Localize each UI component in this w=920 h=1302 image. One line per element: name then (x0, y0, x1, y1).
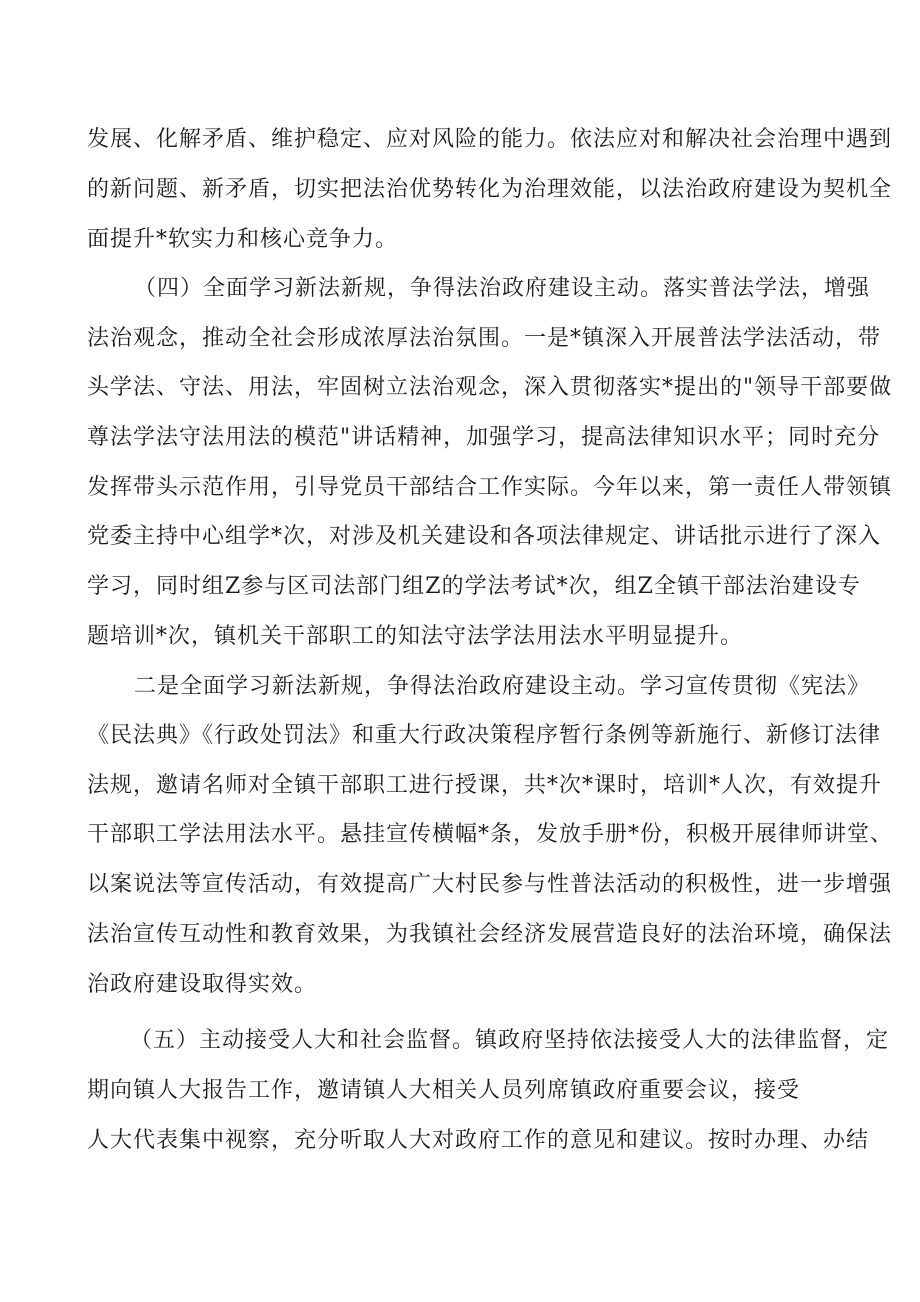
text-line: 治政府建设取得实效。 (87, 972, 318, 997)
text-line: 党委主持中心组学*次，对涉及机关建设和各项法律规定、讲话批示进行了深入 (87, 524, 882, 549)
text-line: 法治观念，推动全社会形成浓厚法治氛围。一是*镇深入开展普法学法活动，带 (87, 326, 882, 351)
text-line: 人大代表集中视察，充分听取人大对政府工作的意见和建议。按时办理、办结 (87, 1128, 870, 1153)
text-line: 干部职工学法用法水平。悬挂宣传横幅*条，发放手册*份，积极开展律师讲堂、 (87, 822, 894, 847)
text-line: 以案说法等宣传活动，有效提高广大村民参与性普法活动的积极性，进一步增强 (87, 872, 893, 897)
text-line: 题培训*次，镇机关干部职工的知法守法学法用法水平明显提升。 (87, 624, 744, 649)
text-line: 尊法学法守法用法的模范"讲话精神，加强学习，提高法律知识水平；同时充分 (87, 425, 881, 450)
text-line: 法规，邀请名师对全镇干部职工进行授课，共*次*课时，培训*人次，有效提升 (87, 773, 883, 798)
text-line: 法治宣传互动性和教育效果，为我镇社会经济发展营造良好的法治环境，确保法 (87, 922, 893, 947)
text-line: 发展、化解矛盾、维护稳定、应对风险的能力。依法应对和解决社会治理中遇到 (87, 127, 893, 152)
text-line: 头学法、守法、用法，牢固树立法治观念，深入贯彻落实*提出的"领导干部要做 (87, 375, 893, 400)
text-line: 期向镇人大报告工作，邀请镇人大相关人员列席镇政府重要会议，接受 (87, 1078, 801, 1103)
text-line: 面提升*软实力和核心竞争力。 (87, 227, 399, 252)
text-line: 学习，同时组Z参与区司法部门组Z的学法考试*次，组Z全镇干部法治建设专 (87, 574, 861, 599)
text-line: 发挥带头示范作用，引导党员干部结合工作实际。今年以来，第一责任人带领镇 (87, 475, 893, 500)
text-line: （四）全面学习新法新规，争得法治政府建设主动。落实普法学法，增强 (134, 276, 871, 301)
text-line: 的新问题、新矛盾，切实把法治优势转化为治理效能，以法治政府建设为契机全 (87, 177, 893, 202)
text-line: 《民法典》《行政处罚法》和重大行政决策程序暂行条例等新施行、新修订法律 (87, 723, 882, 748)
text-line: （五）主动接受人大和社会监督。镇政府坚持依法接受人大的法律监督，定 (130, 1028, 890, 1053)
text-line: 二是全面学习新法新规，争得法治政府建设主动。学习宣传贯彻《宪法》 (134, 674, 871, 699)
